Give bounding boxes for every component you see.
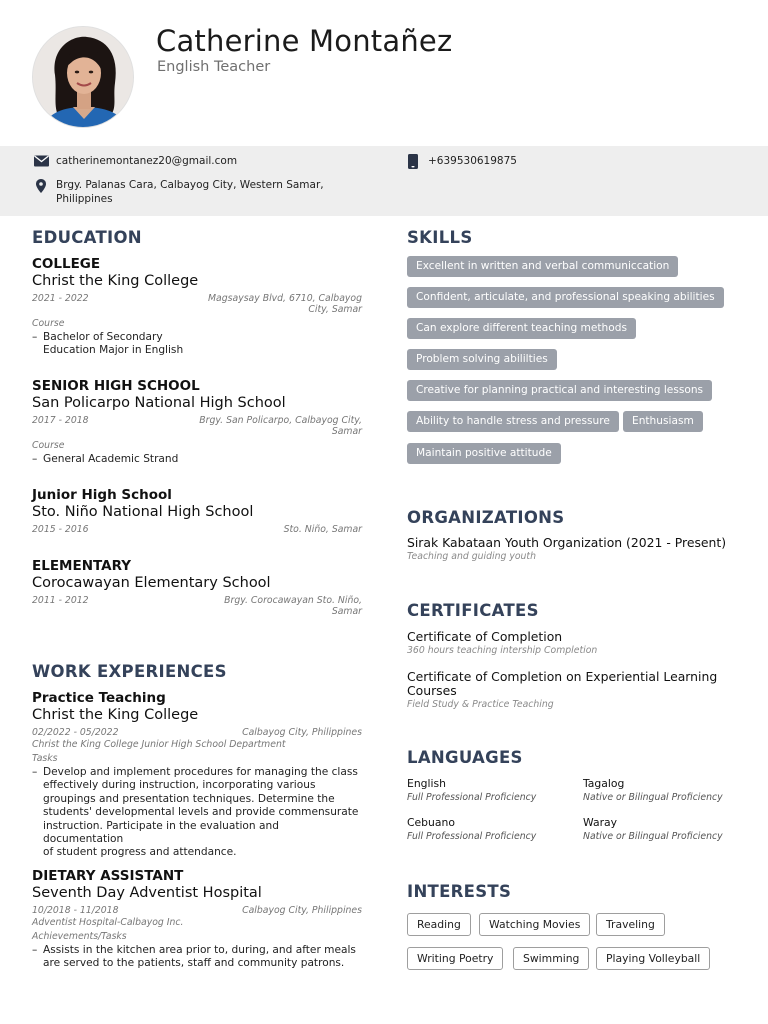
envelope-icon	[34, 155, 49, 172]
list-item: – Assists in the kitchen area prior to, during, and after meals are served to the patients, staff and community patrons.	[32, 944, 362, 971]
education-dates: 2015 - 2016	[32, 524, 89, 535]
phone-icon	[408, 154, 418, 174]
education-institution: Christ the King College	[32, 273, 199, 289]
resume-header	[0, 0, 768, 146]
tasks-list	[32, 766, 362, 860]
certificate-desc: Field Study & Practice Teaching	[407, 699, 554, 710]
map-pin-icon	[36, 179, 46, 198]
tasks-label: Tasks	[32, 753, 58, 764]
work-location: Calbayog City, Philippines	[242, 727, 362, 738]
contact-email-text: catherinemontanez20@gmail.com	[56, 155, 238, 167]
education-institution: Corocawayan Elementary School	[32, 575, 271, 591]
interest-tag: Swimming	[513, 947, 589, 970]
certificates-title: CERTIFICATES	[407, 601, 539, 620]
education-location: Magsaysay Blvd, 6710, Calbayog City, Samar	[208, 293, 362, 315]
language-item	[407, 777, 536, 803]
education-entry-junior-high	[32, 487, 362, 536]
work-organization: Seventh Day Adventist Hospital	[32, 885, 262, 901]
certificate-name: Certificate of Completion	[407, 629, 563, 644]
language-item	[407, 816, 536, 842]
interest-tag: Reading	[407, 913, 471, 936]
skill-tag: Problem solving abililties	[407, 349, 557, 370]
tasks-label: Achievements/Tasks	[32, 931, 127, 942]
certificate-desc: 360 hours teaching intership Completion	[407, 645, 598, 656]
education-level: SENIOR HIGH SCHOOL	[32, 378, 200, 394]
education-level: COLLEGE	[32, 256, 101, 272]
contact-address-line2: Philippines	[56, 192, 113, 205]
skills-title: SKILLS	[407, 228, 473, 247]
tasks-list	[32, 944, 362, 971]
education-level: ELEMENTARY	[32, 558, 132, 574]
language-level: Native or Bilingual Proficiency	[583, 831, 723, 842]
language-name: English	[407, 777, 446, 790]
skill-tag: Enthusiasm	[623, 411, 703, 432]
skill-tag: Creative for planning practical and interesting lessons	[407, 380, 712, 401]
contact-email[interactable]	[56, 155, 237, 169]
language-level: Full Professional Proficiency	[407, 792, 537, 803]
education-institution: San Policarpo National High School	[32, 395, 286, 411]
language-level: Full Professional Proficiency	[407, 831, 537, 842]
skill-tag: Excellent in written and verbal communiccation	[407, 256, 678, 277]
education-location: Brgy. San Policarpo, Calbayog City, Samar	[199, 415, 362, 437]
education-location: Sto. Niño, Samar	[283, 524, 362, 535]
education-level: Junior High School	[32, 487, 172, 503]
work-role: DIETARY ASSISTANT	[32, 868, 184, 884]
work-department: Christ the King College Junior High School Department	[32, 739, 286, 750]
contact-phone-text: +639530619875	[428, 155, 517, 167]
skill-tag: Confident, articulate, and professional speaking abilities	[407, 287, 724, 308]
work-dates: 02/2022 - 05/2022	[32, 727, 119, 738]
work-entry-dietary-assistant	[32, 868, 362, 971]
work-location: Calbayog City, Philippines	[242, 905, 362, 916]
organization-entry	[407, 535, 747, 562]
course-label: Course	[32, 440, 65, 451]
skill-tag: Maintain positive attitude	[407, 443, 561, 464]
list-item: – General Academic Strand	[32, 453, 362, 466]
work-organization: Christ the King College	[32, 707, 199, 723]
certificate-entry	[407, 629, 747, 656]
language-name: Tagalog	[583, 777, 625, 790]
interest-tag: Traveling	[596, 913, 665, 936]
education-entry-senior-high	[32, 378, 362, 466]
interests-title: INTERESTS	[407, 882, 512, 901]
list-item: – Develop and implement procedures for managing the class effectively during instruction, incorporating various groupings and presentation techniques. Determine the students' developmental levels and provide commensurate instruction. Participate in the evaluation and documentation of student progress and attendance.	[32, 766, 362, 860]
candidate-name: Catherine Montañez	[156, 24, 453, 58]
certificate-entry	[407, 670, 747, 710]
course-label: Course	[32, 318, 65, 329]
profile-photo	[32, 26, 134, 128]
work-title: WORK EXPERIENCES	[32, 662, 227, 681]
interest-tag: Playing Volleyball	[596, 947, 710, 970]
language-item	[583, 777, 723, 803]
language-item	[583, 816, 723, 842]
contact-bar	[0, 146, 768, 216]
education-title: EDUCATION	[32, 228, 142, 247]
education-dates: 2011 - 2012	[32, 595, 89, 606]
candidate-role: English Teacher	[157, 59, 271, 75]
work-role: Practice Teaching	[32, 690, 166, 706]
education-institution: Sto. Niño National High School	[32, 504, 254, 520]
interest-tag: Watching Movies	[479, 913, 590, 936]
language-name: Waray	[583, 816, 618, 829]
organization-desc: Teaching and guiding youth	[407, 551, 536, 562]
education-entry-elementary	[32, 558, 362, 620]
skill-tag: Can explore different teaching methods	[407, 318, 636, 339]
language-name: Cebuano	[407, 816, 455, 829]
list-item: – Bachelor of Secondary Education Major in English	[32, 331, 362, 358]
education-location: Brgy. Corocawayan Sto. Niño, Samar	[224, 595, 362, 617]
skill-tag: Ability to handle stress and pressure	[407, 411, 619, 432]
work-dates: 10/2018 - 11/2018	[32, 905, 119, 916]
course-list	[32, 331, 362, 358]
certificate-name: Certificate of Completion on Experiential Learning Courses	[407, 669, 718, 698]
contact-phone[interactable]	[428, 155, 517, 169]
contact-address	[56, 179, 324, 206]
organization-name: Sirak Kabataan Youth Organization (2021 - Present)	[407, 535, 727, 550]
interest-tag: Writing Poetry	[407, 947, 503, 970]
contact-address-line1: Brgy. Palanas Cara, Calbayog City, Western Samar,	[56, 179, 324, 191]
profile-photo-portrait	[33, 27, 134, 128]
language-level: Native or Bilingual Proficiency	[583, 792, 723, 803]
work-entry-practice-teaching	[32, 690, 362, 860]
education-entry-college	[32, 256, 362, 358]
organizations-title: ORGANIZATIONS	[407, 508, 565, 527]
work-department: Adventist Hospital-Calbayog Inc.	[32, 917, 184, 928]
course-list	[32, 453, 362, 466]
languages-title: LANGUAGES	[407, 748, 523, 767]
education-dates: 2021 - 2022	[32, 293, 89, 304]
education-dates: 2017 - 2018	[32, 415, 89, 426]
